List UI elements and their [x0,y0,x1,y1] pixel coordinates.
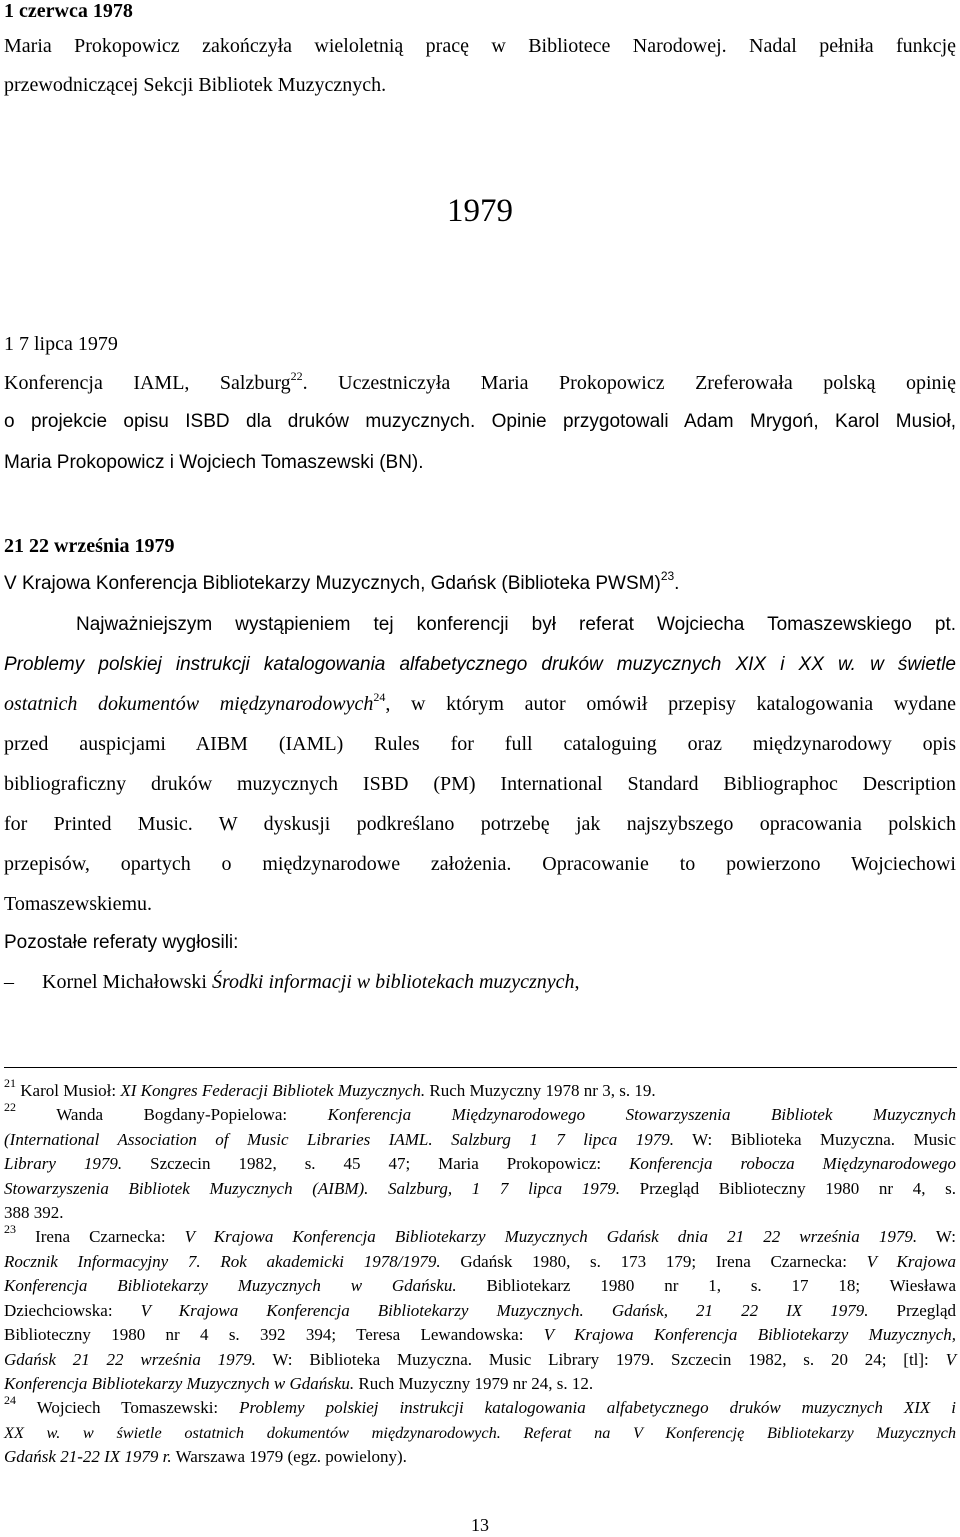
paragraph-line: V Krajowa Konferencja Bibliotekarzy Muzycznych, Gdańsk (Biblioteka PWSM)$^{23}$. [4,569,680,594]
list-item: – Kornel Michałowski Środki informacji w bibliotekach muzycznych, [4,971,580,993]
paragraph-line: Maria Prokopowicz zakończyła wieloletnią pracę w Bibliotece Narodowej. Nadal pełniła funkcję [4,35,956,57]
footnote-22: $^{22}$ Wanda Bogdany-Popielowa: Konferencja Międzynarodowego Stowarzyszenia Bibliotek Muzycznych (International Association of Music Libraries IAML. Salzburg 1 7 lipca 1979. W: Biblioteka Muzyczna. Music Library 1979. Szczecin 1982, s. 45 47; Maria Prokopowicz: Konferencja robocza Międzynarodowego Stowarzyszenia Bibliotek Muzycznych (AIBM). Salzburg, 1 7 lipca 1979. Przegląd Biblioteczny 1980 nr 4, s. 388 392. [4,1100,956,1222]
footnote-number: 22 [4,1100,16,1114]
footnote-ref[interactable]: 23 [660,569,675,583]
entry-date-gdansk: 21 22 września 1979 [4,535,175,557]
footnote-ref[interactable]: 22 [290,369,303,383]
footnote-number: 23 [4,1222,16,1236]
footnote-number: 21 [4,1076,16,1090]
paragraph-line: przepisów, opartych o międzynarodowe założenia. Opracowanie to powierzono Wojciechowi [4,853,956,875]
paragraph-line: Konferencja IAML, Salzburg$^{22}$. Uczestniczyła Maria Prokopowicz Zreferowała polską opinię [4,369,956,394]
page-number: 13 [471,1515,489,1535]
footnote-ref[interactable]: 24 [373,690,386,704]
footnote-24: $^{24}$ Wojciech Tomaszewski: Problemy polskiej instrukcji katalogowania alfabetycznego druków muzycznych XIX i XX w. w świetle ostatnich dokumentów międzynarodowych. Referat na V Konferencję Bibliotekarzy Muzycznych Gdańsk 21-22 IX 1979 r. Warszawa 1979 (egz. powielony). [4,1393,956,1466]
paragraph-line: for Printed Music. W dyskusji podkreślano potrzebę jak najszybszego opracowania polskich [4,813,956,835]
paragraph-line: Problemy polskiej instrukcji katalogowania alfabetycznego druków muzycznych XIX i XX w. w świetle [4,654,956,675]
dash-bullet: – [4,971,14,993]
footnote-separator [4,1067,957,1068]
footnote-23: $^{23}$ Irena Czarnecka: V Krajowa Konferencja Bibliotekarzy Muzycznych Gdańsk dnia 21 22 września 1979. W: Rocznik Informacyjny 7. Rok akademicki 1978/1979. Gdańsk 1980, s. 173 179; Irena Czarnecka: V Krajowa Konferencja Bibliotekarzy Muzycznych w Gdańsku. Bibliotekarz 1980 nr 1, s. 17 18; Wiesława Dziechciowska: V Krajowa Konferencja Bibliotekarzy Muzycznych. Gdańsk, 21 22 IX 1979. Przegląd Biblioteczny 1980 nr 4 s. 392 394; Teresa Lewandowska: V Krajowa Konferencja Bibliotekarzy Muzycznych, Gdańsk 21 22 września 1979. W: Biblioteka Muzyczna. Music Library 1979. Szczecin 1982, s. 20 24; [tl]: V Konferencja Bibliotekarzy Muzycznych w Gdańsku. Ruch Muzyczny 1979 nr 24, s. 12. [4,1222,957,1393]
paragraph-line: przewodniczącej Sekcji Bibliotek Muzycznych. [4,74,387,96]
entry-date-1978: 1 czerwca 1978 [4,0,133,22]
paragraph-line: o projekcie opisu ISBD dla druków muzycznych. Opinie przygotowali Adam Mrygoń, Karol Musioł, [4,411,956,432]
paragraph-line: Najważniejszym wystąpieniem tej konferencji był referat Wojciecha Tomaszewskiego pt. [76,614,956,635]
year-heading: 1979 [447,193,513,229]
paragraph-line: Maria Prokopowicz i Wojciech Tomaszewski (BN). [4,452,424,473]
paragraph-line: przed auspicjami AIBM (IAML) Rules for full cataloguing oraz międzynarodowy opis [4,733,956,755]
entry-date-salzburg: 1 7 lipca 1979 [4,333,118,355]
footnote-21: $^{21}$ Karol Musioł: XI Kongres Federacji Bibliotek Muzycznych. Ruch Muzyczny 1978 nr 3, s. 19. [4,1076,656,1100]
paragraph-line: Pozostałe referaty wygłosili: [4,932,239,953]
paragraph-line: ostatnich dokumentów międzynarodowych$^{24}$, w którym autor omówił przepisy katalogowania wydane [4,690,956,715]
paragraph-line: bibliograficzny druków muzycznych ISBD (PM) International Standard Bibliographoc Description [4,773,956,795]
footnote-number: 24 [4,1393,16,1407]
paragraph-line: Tomaszewskiemu. [4,893,153,915]
